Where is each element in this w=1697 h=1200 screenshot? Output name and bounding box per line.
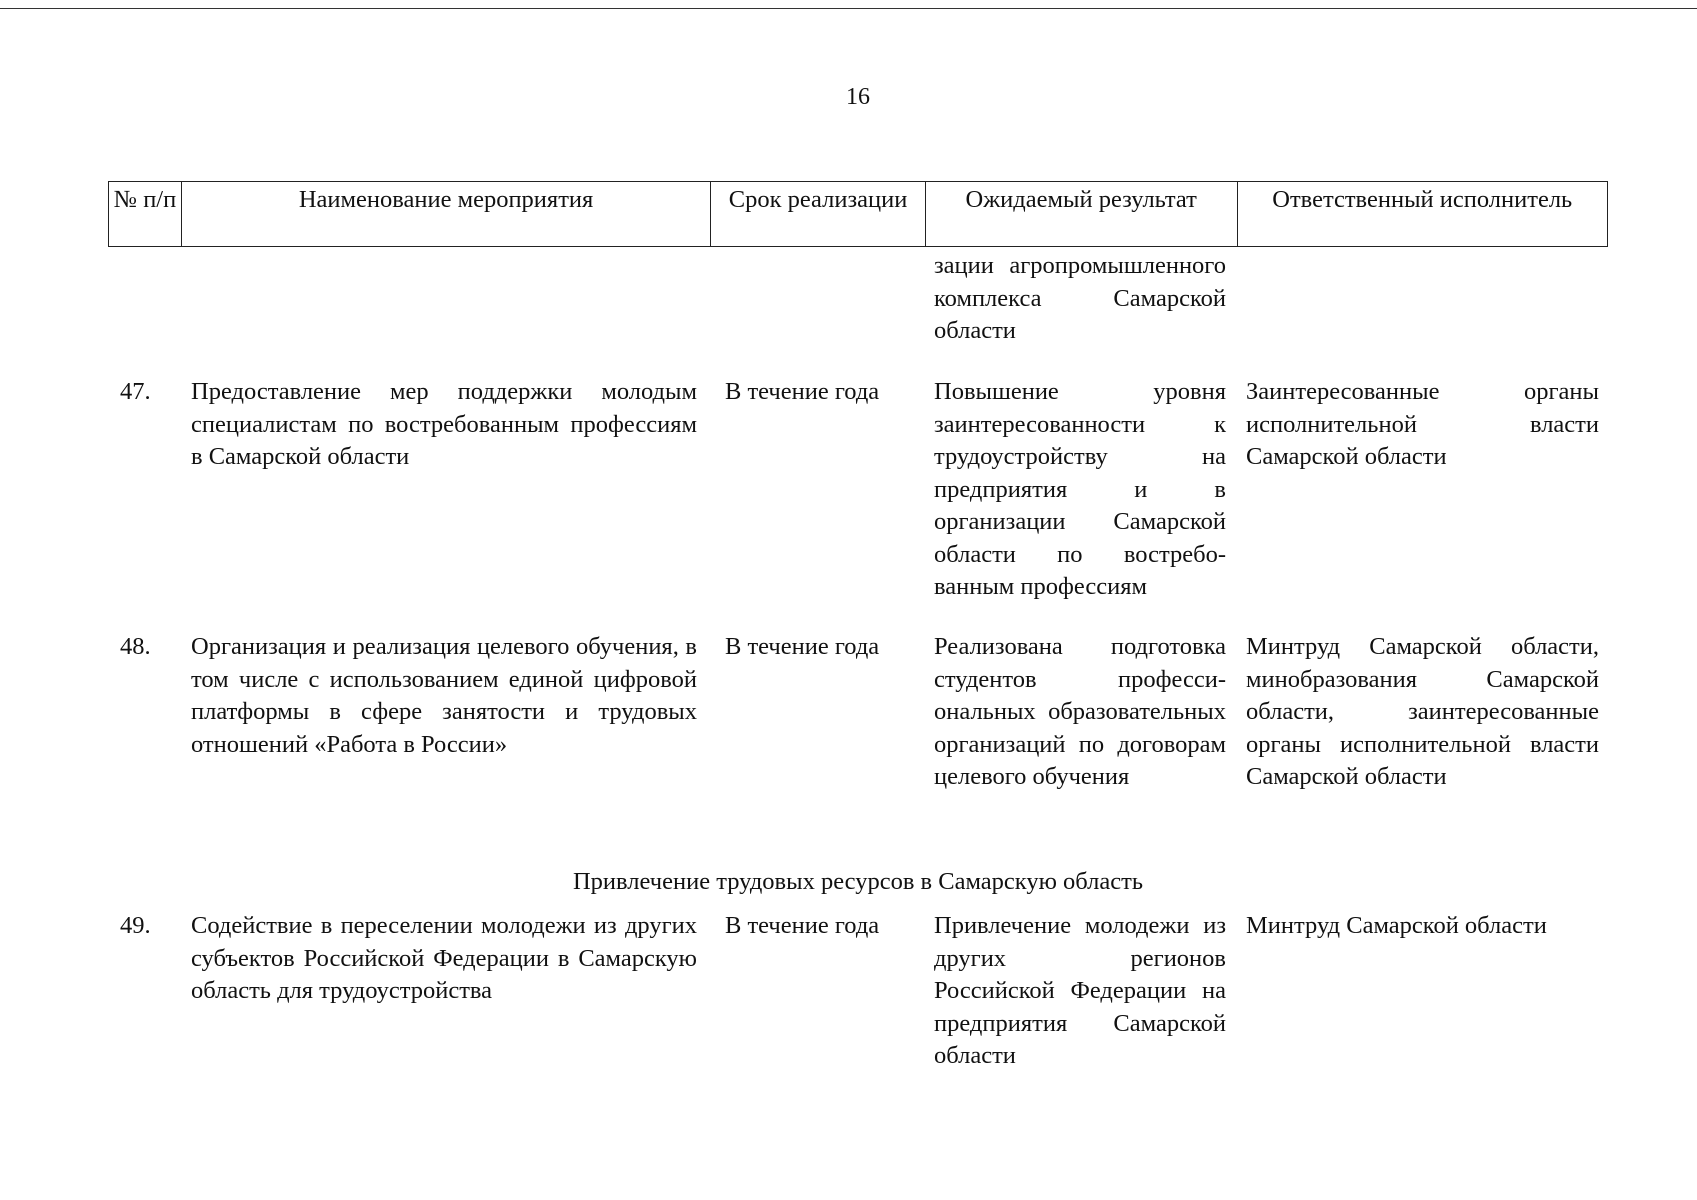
row-term: В течение года [725,912,880,939]
row-term: В течение года [725,633,880,660]
header-result: Ожидаемый результат [925,182,1237,246]
header-num: № п/п [113,186,177,213]
row-name: Организация и реализация целевого обучения, в том числе с использованием единой цифровой платформы в сфере занятости и трудовых отношений «Работа в России» [191,633,697,758]
header-executor: Ответственный исполнитель [1237,182,1608,246]
row-number: 49. [120,912,151,939]
header-name: Наименование мероприятия [181,182,710,246]
row-result: Привлечение молодежи из других регионов Российской Федерации на предприятия Самарской области [934,912,1226,1069]
row-executor: Минтруд Самарской области [1246,912,1547,939]
row-result: Повышение уровня заинтересованности к трудоустройству на предприятия и в организации Самарской области по востребованным профессиям [934,378,1226,600]
row-result: Реализована подготовка студентов профессиональных образовательных организаций по договорам целевого обучения [934,633,1226,790]
row-term: В течение года [725,378,880,405]
row-number: 47. [120,378,151,405]
row-result: зации агропромышленного комплекса Самарской области [934,252,1226,344]
row-executor: Заинтересованные органы исполнительной власти Самарской области [1246,378,1599,470]
page-top-edge [0,8,1697,9]
row-name: Предоставление мер поддержки молодым специалистам по востребованным профессиям в Самарской области [191,378,697,470]
row-name: Содействие в переселении молодежи из других субъектов Российской Федерации в Самарскую область для трудоустройства [191,912,697,1004]
header-term: Срок реализации [710,182,925,246]
row-executor: Минтруд Самарской области, минобразования Самарской области, заинтересованные органы исполнительной власти Самарской области [1246,633,1599,790]
page-number: 16 [846,84,870,110]
table-header [108,181,1608,247]
section-title: Привлечение трудовых ресурсов в Самарскую область [572,868,1143,895]
row-number: 48. [120,633,151,660]
